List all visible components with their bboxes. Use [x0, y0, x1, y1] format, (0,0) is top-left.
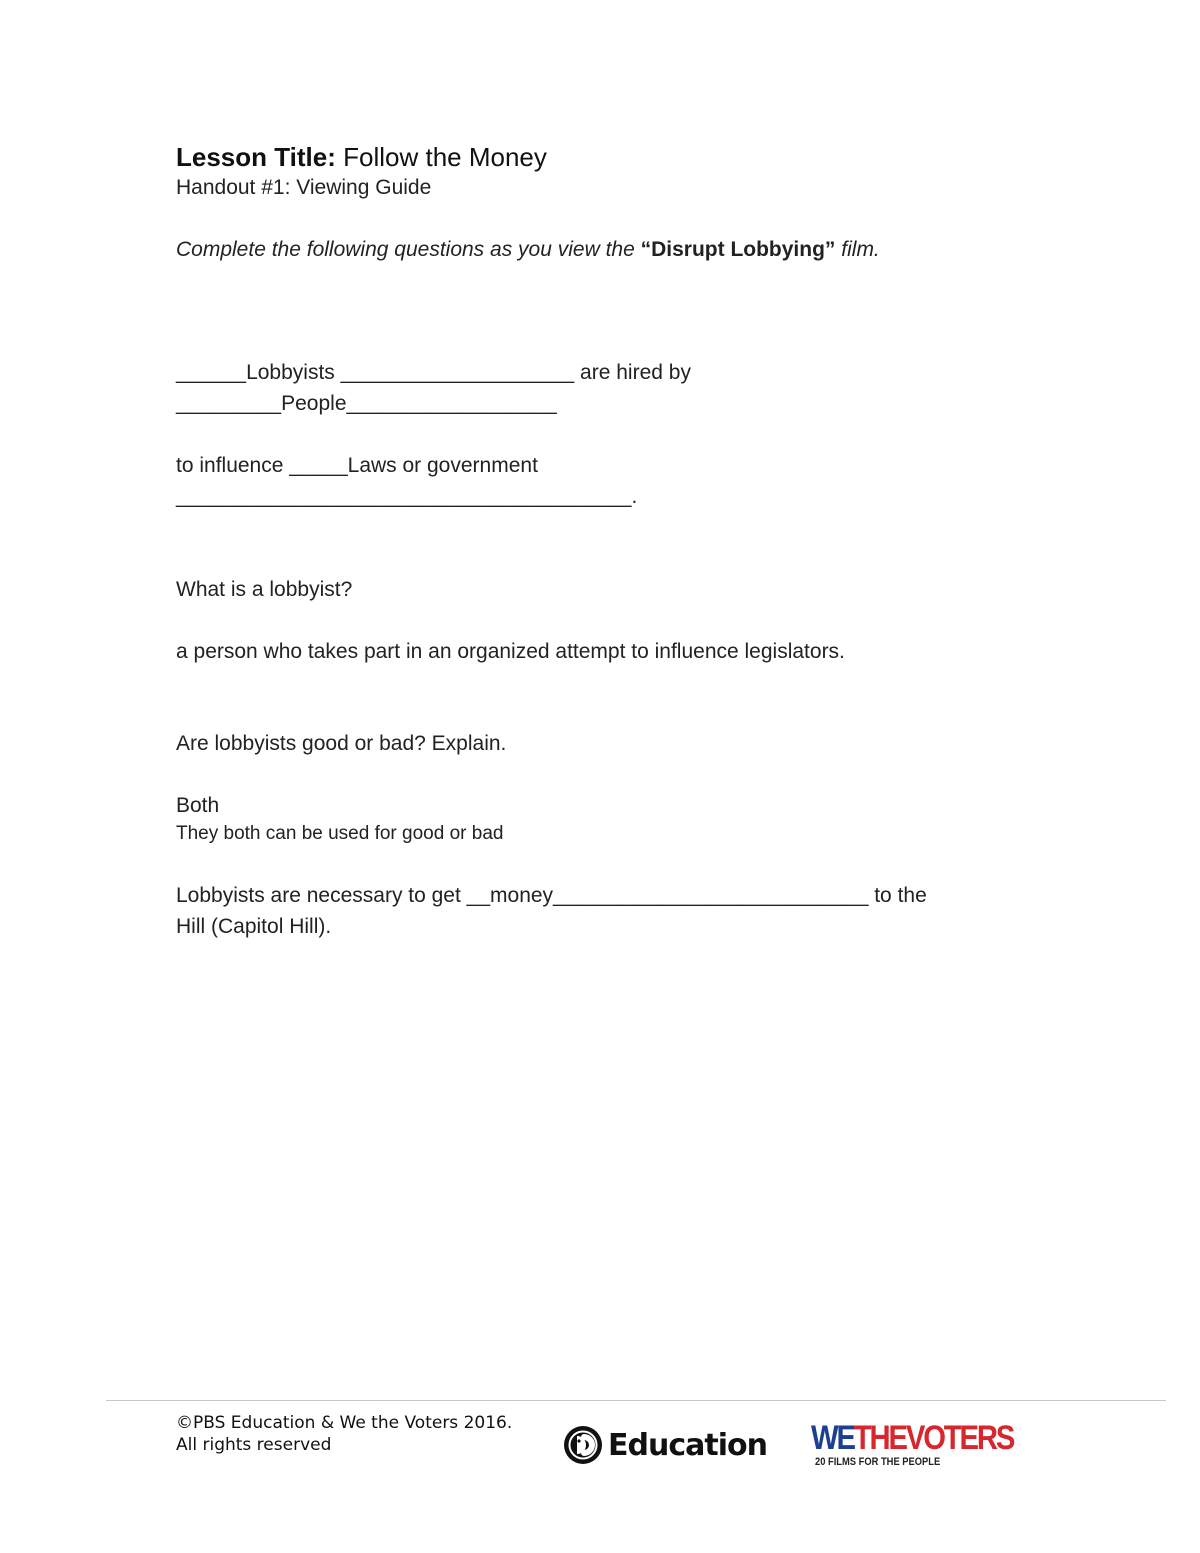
lesson-title-text: Follow the Money	[343, 142, 547, 172]
wtv-tagline: 20 FILMS FOR THE PEOPLE	[815, 1456, 941, 1468]
question-necessary-line-1: Lobbyists are necessary to get __money___________________________ to the	[176, 884, 927, 907]
lesson-title	[176, 140, 1036, 174]
question-lobbyist: What is a lobbyist?	[176, 578, 353, 601]
answer-explanation: They both can be used for good or bad	[176, 823, 504, 844]
question-good-or-bad: Are lobbyists good or bad? Explain.	[176, 732, 507, 755]
film-name: “Disrupt Lobbying”	[640, 238, 836, 261]
wtv-wordmark	[811, 1419, 1014, 1457]
fill-line-2: _________People__________________	[176, 392, 557, 415]
wtv-voters: VOTERS	[905, 1419, 1014, 1457]
wtv-the: THE	[853, 1419, 906, 1457]
instructions-after: film.	[835, 238, 880, 261]
answer-both: Both	[176, 794, 220, 817]
footer-copyright	[176, 1412, 512, 1456]
fill-line-3: to influence _____Laws or government	[176, 454, 538, 477]
handout-content	[176, 140, 1036, 942]
instructions-before: Complete the following questions as you view the	[176, 238, 641, 261]
instructions	[176, 236, 1036, 264]
answer-lobbyist: a person who takes part in an organized attempt to influence legislators.	[176, 640, 845, 663]
pbs-head-icon	[562, 1424, 604, 1466]
fill-line-4: _______________________________________.	[176, 485, 638, 508]
pbs-logo-text: Education	[608, 1427, 767, 1463]
fill-line-1: ______Lobbyists ____________________ are hired by	[176, 361, 691, 384]
question-necessary-line-2: Hill (Capitol Hill).	[176, 915, 332, 938]
footer-divider	[106, 1400, 1166, 1401]
wtv-we: WE	[811, 1419, 854, 1457]
handout-subtitle: Handout #1: Viewing Guide	[176, 176, 432, 199]
we-the-voters-logo	[811, 1419, 1014, 1468]
copyright-line-2: All rights reserved	[176, 1435, 332, 1455]
copyright-line-1: ©PBS Education & We the Voters 2016.	[176, 1413, 513, 1433]
lesson-title-label: Lesson Title:	[176, 142, 336, 172]
pbs-education-logo	[562, 1420, 767, 1470]
